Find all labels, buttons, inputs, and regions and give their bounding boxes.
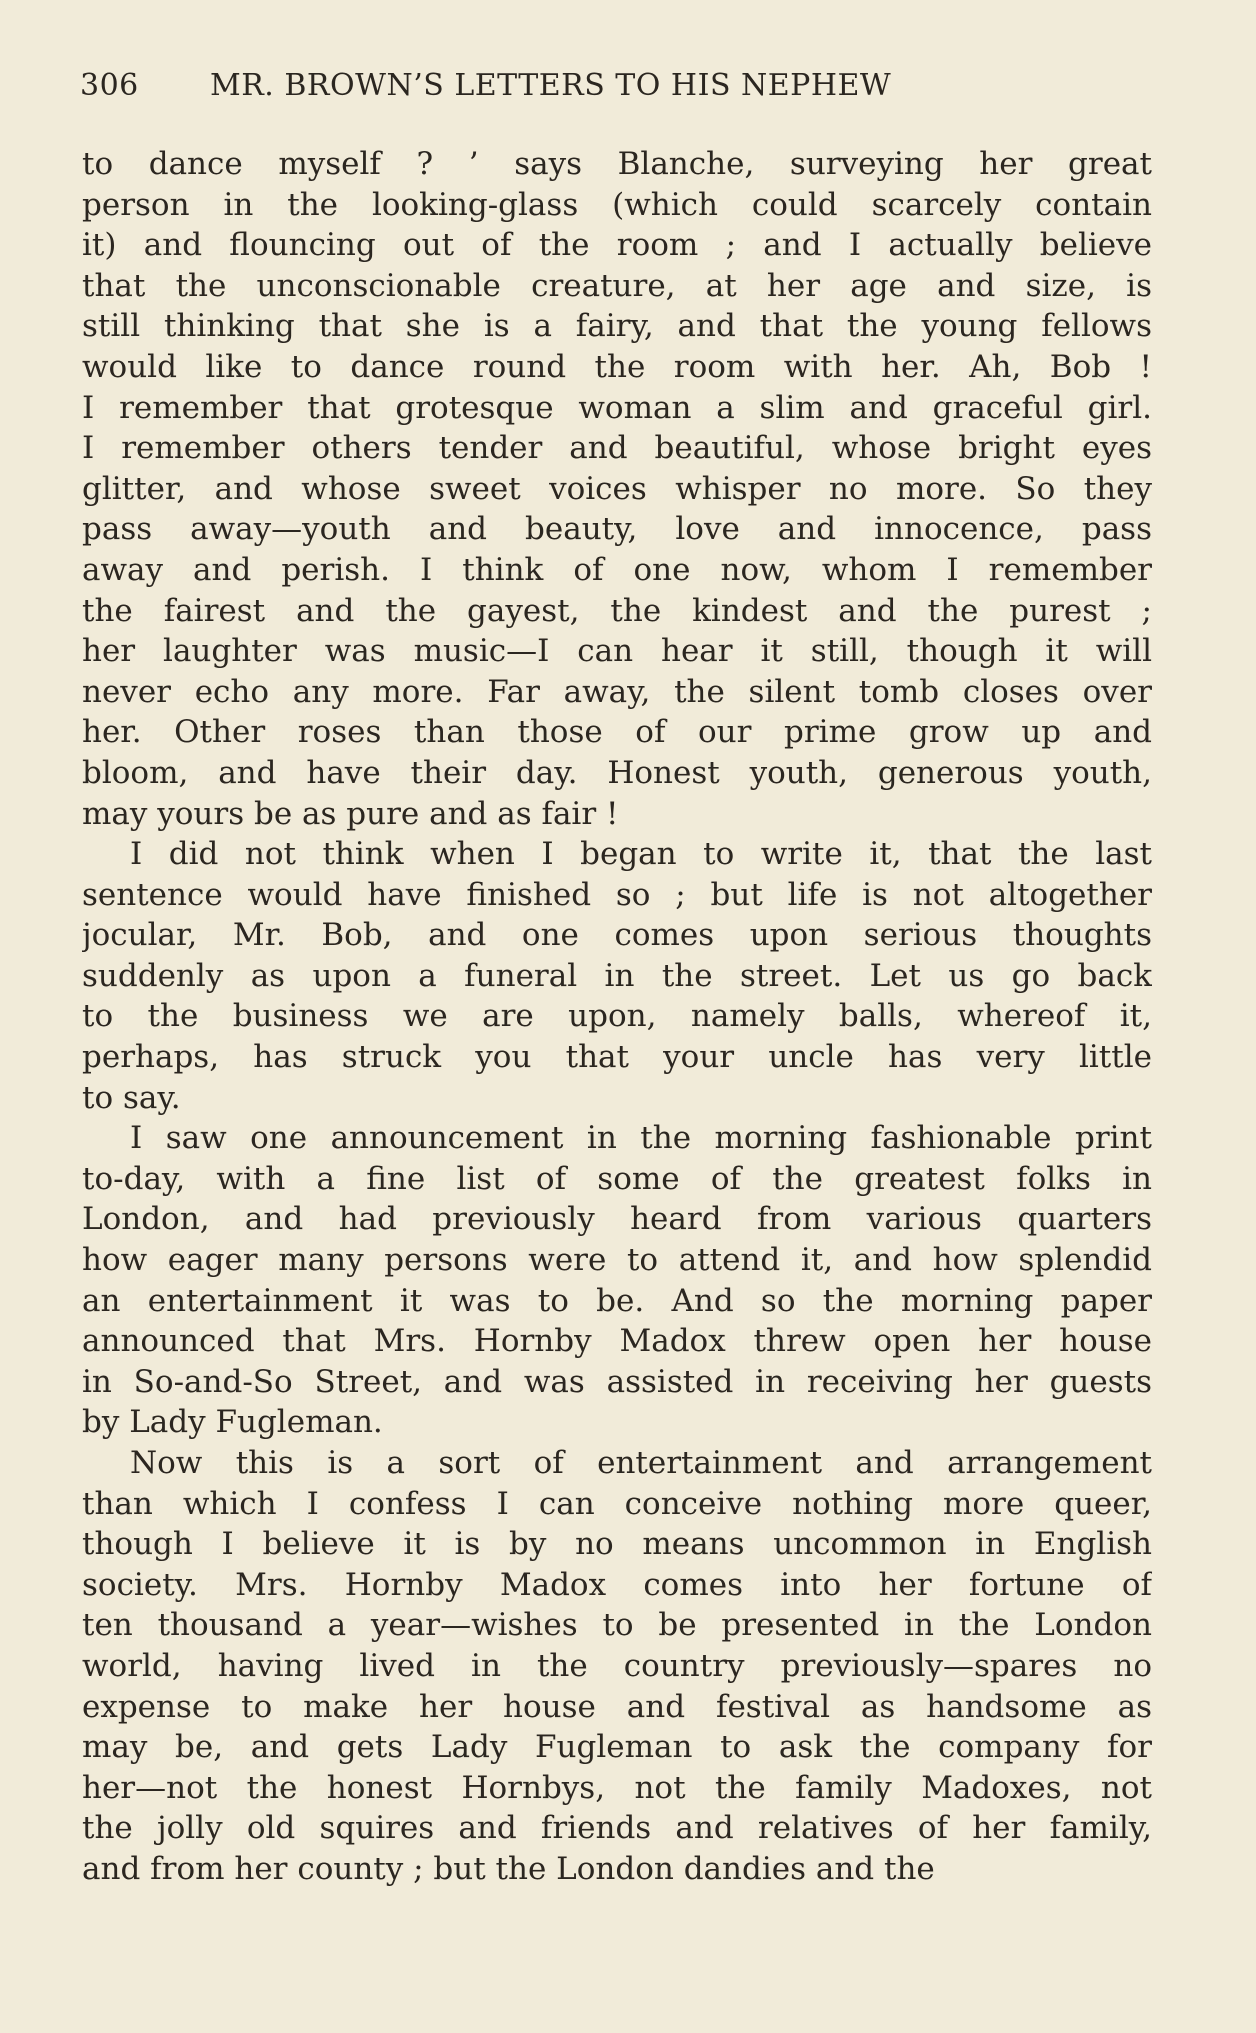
text-line: her laughter was music—I can hear it still, though it will: [82, 633, 1152, 670]
paragraph: [82, 834, 1152, 1118]
text-line: to say.: [82, 1079, 181, 1116]
text-line: to the business we are upon, namely balls, whereof it,: [82, 998, 1152, 1035]
text-line: sentence would have finished so ; but life is not altogether: [82, 876, 1152, 913]
text-line: society. Mrs. Hornby Madox comes into her fortune of: [82, 1566, 1152, 1603]
text-line: I did not think when I began to write it, that the last: [130, 836, 1152, 873]
text-line: the jolly old squires and friends and relatives of her family,: [82, 1810, 1152, 1847]
text-line: may yours be as pure and as fair !: [82, 795, 619, 832]
text-line: perhaps, has struck you that your uncle has very little: [82, 1039, 1152, 1076]
text-line: ten thousand a year—wishes to be presented in the London: [82, 1607, 1152, 1644]
page-number: 306: [80, 68, 139, 103]
paragraph: [82, 1118, 1152, 1443]
text-line: suddenly as upon a funeral in the street. Let us go back: [82, 957, 1152, 994]
text-line: though I believe it is by no means uncommon in English: [82, 1526, 1152, 1563]
running-head: [80, 68, 1180, 103]
text-line: person in the looking-glass (which could scarcely contain: [82, 186, 1152, 223]
text-line: never echo any more. Far away, the silent tomb closes over: [82, 673, 1152, 710]
text-line: pass away—youth and beauty, love and innocence, pass: [82, 511, 1152, 548]
body-text: [82, 144, 1152, 1890]
text-line: her. Other roses than those of our prime grow up and: [82, 714, 1152, 751]
text-line: London, and had previously heard from various quarters: [82, 1201, 1152, 1238]
text-line: how eager many persons were to attend it, and how splendid: [82, 1242, 1152, 1279]
text-line: I saw one announcement in the morning fashionable print: [130, 1120, 1152, 1157]
text-line: may be, and gets Lady Fugleman to ask the company for: [82, 1729, 1152, 1766]
text-line: in So-and-So Street, and was assisted in receiving her guests: [82, 1363, 1152, 1400]
text-line: to dance myself ? ’ says Blanche, surveying her great: [82, 146, 1152, 182]
paragraph: [82, 144, 1152, 834]
text-line: Now this is a sort of entertainment and arrangement: [130, 1445, 1152, 1481]
text-line: would like to dance round the room with her. Ah, Bob !: [82, 348, 1152, 385]
text-line: and from her county ; but the London dandies and the: [82, 1850, 935, 1887]
text-line: than which I confess I can conceive nothing more queer,: [82, 1485, 1152, 1522]
text-line: expense to make her house and festival as handsome as: [82, 1688, 1152, 1725]
text-line: an entertainment it was to be. And so the morning paper: [82, 1282, 1152, 1319]
text-line: announced that Mrs. Hornby Madox threw open her house: [82, 1323, 1152, 1360]
text-line: that the unconscionable creature, at her age and size, is: [82, 267, 1152, 304]
text-line: it) and flouncing out of the room ; and I actually believe: [82, 227, 1152, 264]
text-line: jocular, Mr. Bob, and one comes upon serious thoughts: [82, 917, 1152, 954]
text-line: world, having lived in the country previously—spares no: [82, 1647, 1152, 1684]
text-line: away and perish. I think of one now, whom I remember: [82, 551, 1152, 588]
text-line: glitter, and whose sweet voices whisper no more. So they: [82, 470, 1152, 507]
paragraph: [82, 1443, 1152, 1890]
text-line: I remember that grotesque woman a slim and graceful girl.: [82, 389, 1152, 426]
running-title: MR. BROWN’S LETTERS TO HIS NEPHEW: [210, 68, 892, 103]
text-line: bloom, and have their day. Honest youth, generous youth,: [82, 754, 1152, 791]
text-line: the fairest and the gayest, the kindest and the purest ;: [82, 592, 1152, 629]
text-line: I remember others tender and beautiful, whose bright eyes: [82, 430, 1152, 467]
text-line: by Lady Fugleman.: [82, 1404, 383, 1441]
text-line: to-day, with a fine list of some of the greatest folks in: [82, 1160, 1152, 1197]
text-line: still thinking that she is a fairy, and that the young fellows: [82, 308, 1152, 345]
text-line: her—not the honest Hornbys, not the family Madoxes, not: [82, 1769, 1152, 1806]
